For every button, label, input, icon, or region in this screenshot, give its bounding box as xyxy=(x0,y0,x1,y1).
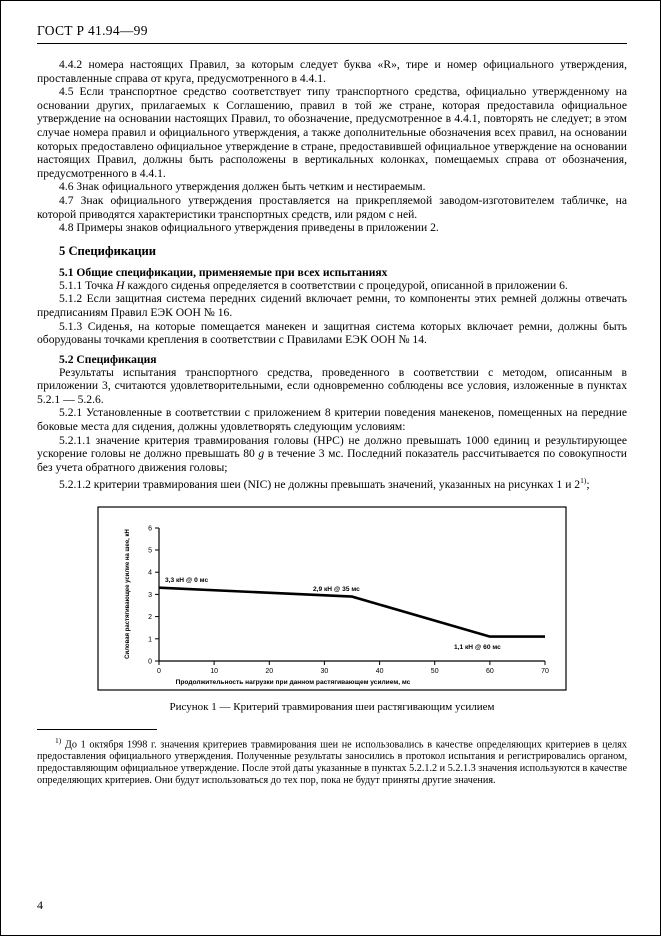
figure-caption: Рисунок 1 — Критерий травмирования шеи растягивающим усилием xyxy=(169,700,495,713)
paragraph-4-7: 4.7 Знак официального утверждения проставляется на прикрепляемой заводом-изготовителем табличке, на которой приводятся характеристики транспортных средств, или рядом с ней. xyxy=(37,193,627,221)
header-divider xyxy=(37,43,627,44)
footnote-marker: 1) xyxy=(580,476,587,486)
paragraph-5-1-2: 5.1.2 Если защитная система передних сидений включает ремни, то компоненты этих ремней должны отвечать предписаниям Правил ЕЭК ООН № 16. xyxy=(37,292,627,319)
paragraph-4-8: 4.8 Примеры знаков официального утверждения приведены в приложении 2. xyxy=(59,221,439,235)
svg-text:0: 0 xyxy=(157,667,161,675)
footnote-text xyxy=(37,735,627,787)
svg-text:6: 6 xyxy=(148,525,152,533)
svg-text:50: 50 xyxy=(430,667,439,675)
paragraph-5-2-1-2 xyxy=(37,474,627,491)
svg-text:2: 2 xyxy=(148,613,152,621)
paragraph-5-2-1-1 xyxy=(37,434,627,475)
svg-text:4: 4 xyxy=(148,569,152,577)
svg-text:40: 40 xyxy=(375,667,384,675)
p5211-italic: g xyxy=(258,447,265,461)
p5211-part-a: 5.2.1.1 значение критерия травмирования головы (HPC) не должно превышать 1000 единиц и результирующее ускорение головы не должно превышать 80 xyxy=(37,433,627,461)
x-axis-title: Продолжительность нагрузки при данном растягивающем усилием, мс xyxy=(175,678,411,686)
paragraph-5-2-1: 5.2.1 Установленные в соответствии с приложением 8 критерии поведения манекенов, помещенных на передние боковые места для сидения, должны удовлетворять следующим условиям: xyxy=(37,406,627,434)
neck-tension-criterion-chart xyxy=(97,506,567,691)
p5212-part-b: ; xyxy=(586,478,590,492)
svg-text:3: 3 xyxy=(148,591,152,599)
y-axis-title: Силовая растягивающее усилие на шее, кН xyxy=(125,529,131,659)
paragraph-4-6: 4.6 Знак официального утверждения должен быть четким и нестираемым. xyxy=(59,180,426,194)
paragraph-5-1-1 xyxy=(37,279,627,293)
p511-part-b: каждого сиденья определяется в соответствии с процедурой, описанной в приложении 6. xyxy=(124,278,568,292)
annotation-0ms: 3,3 кН @ 0 мс xyxy=(165,576,209,584)
svg-text:5: 5 xyxy=(148,547,152,555)
p5211-part-b: в течение 3 мс. Последний показатель рассчитывается по совокупности без учета обратного движения головы; xyxy=(37,447,627,474)
p511-italic: Н xyxy=(116,278,125,292)
svg-text:70: 70 xyxy=(541,667,549,675)
p511-part-a: 5.1.1 Точка xyxy=(59,278,117,292)
svg-text:10: 10 xyxy=(210,667,218,675)
svg-text:60: 60 xyxy=(486,667,494,675)
page-number: 4 xyxy=(37,898,43,912)
annotation-35ms: 2,9 кН @ 35 мс xyxy=(313,585,360,593)
paragraph-4-4-2: 4.4.2 номера настоящих Правил, за которым следует буква «R», тире и номер официального утверждения, проставленные справа от круга, предусмотренного в 4.4.1. xyxy=(37,58,627,85)
paragraph-5-1-3: 5.1.3 Сиденья, на которые помещается манекен и защитная система которых включает ремни, должны быть оборудованы точками крепления в соответствии с Правилами ЕЭК ООН № 14. xyxy=(37,319,627,347)
chart-frame xyxy=(98,507,566,690)
footnote-number: 1) xyxy=(55,735,62,745)
page-header: ГОСТ Р 41.94—99 xyxy=(37,23,148,38)
subsection-heading-5-2: 5.2 Спецификация xyxy=(59,352,157,366)
paragraph-4-5: 4.5 Если транспортное средство соответствует типу транспортного средства, официально утвержденному на основании других, прилагаемых к Соглашению, правил в той же стране, которая предоставила официальное утверждение на основании настоящих Правил, то обозначение, предусмотренное в 4.4.1, повторять не следует; в этом случае номера правил и официального утверждения, а также дополнительные обозначения всех правил, на основании которых предоставлено официальное утверждение в стране, предоставившей официальное утверждение на основании настоящих Правил, должны быть расположены в вертикальных колонках, помещаемых справа от обозначения, предусмотренного в 4.4.1. xyxy=(37,85,627,180)
footnote-body: До 1 октября 1998 г. значения критериев травмирования шеи не использовались в качестве определяющих критериев в целях предоставления официального утверждения. Полученные результаты заносились в протокол испытания и регистрировались органом, предоставляющим официальное утверждение. После этой даты указанные в пунктах 5.2.1.2 и 5.2.1.3 значения используются в качестве определяющих критериев. Они будут использоваться до тех пор, пока не будут приняты другие значения. xyxy=(37,739,627,787)
page-content xyxy=(37,23,627,787)
svg-text:1: 1 xyxy=(148,636,152,644)
svg-text:0: 0 xyxy=(148,658,152,666)
paragraph-5-2-body: Результаты испытания транспортного средства, проведенного в соответствии с методом, описанным в приложении 3, считаются удовлетворительными, если одновременно соблюдены все условия, изложенные в пунктах 5.2.1 — 5.2.6. xyxy=(37,365,627,406)
subsection-heading-5-1: 5.1 Общие спецификации, применяемые при всех испытаниях xyxy=(59,265,388,279)
svg-text:20: 20 xyxy=(265,667,274,675)
footnote-divider xyxy=(37,729,157,730)
svg-text:30: 30 xyxy=(320,667,329,675)
p5212-part-a: 5.2.1.2 критерии травмирования шеи (NIC) не должны превышать значений, указанных на рисунках 1 и 2 xyxy=(59,478,581,492)
figure-1 xyxy=(37,506,627,713)
annotation-60ms: 1,1 кН @ 60 мс xyxy=(454,643,501,651)
section-heading-5: 5 Спецификации xyxy=(59,243,156,258)
